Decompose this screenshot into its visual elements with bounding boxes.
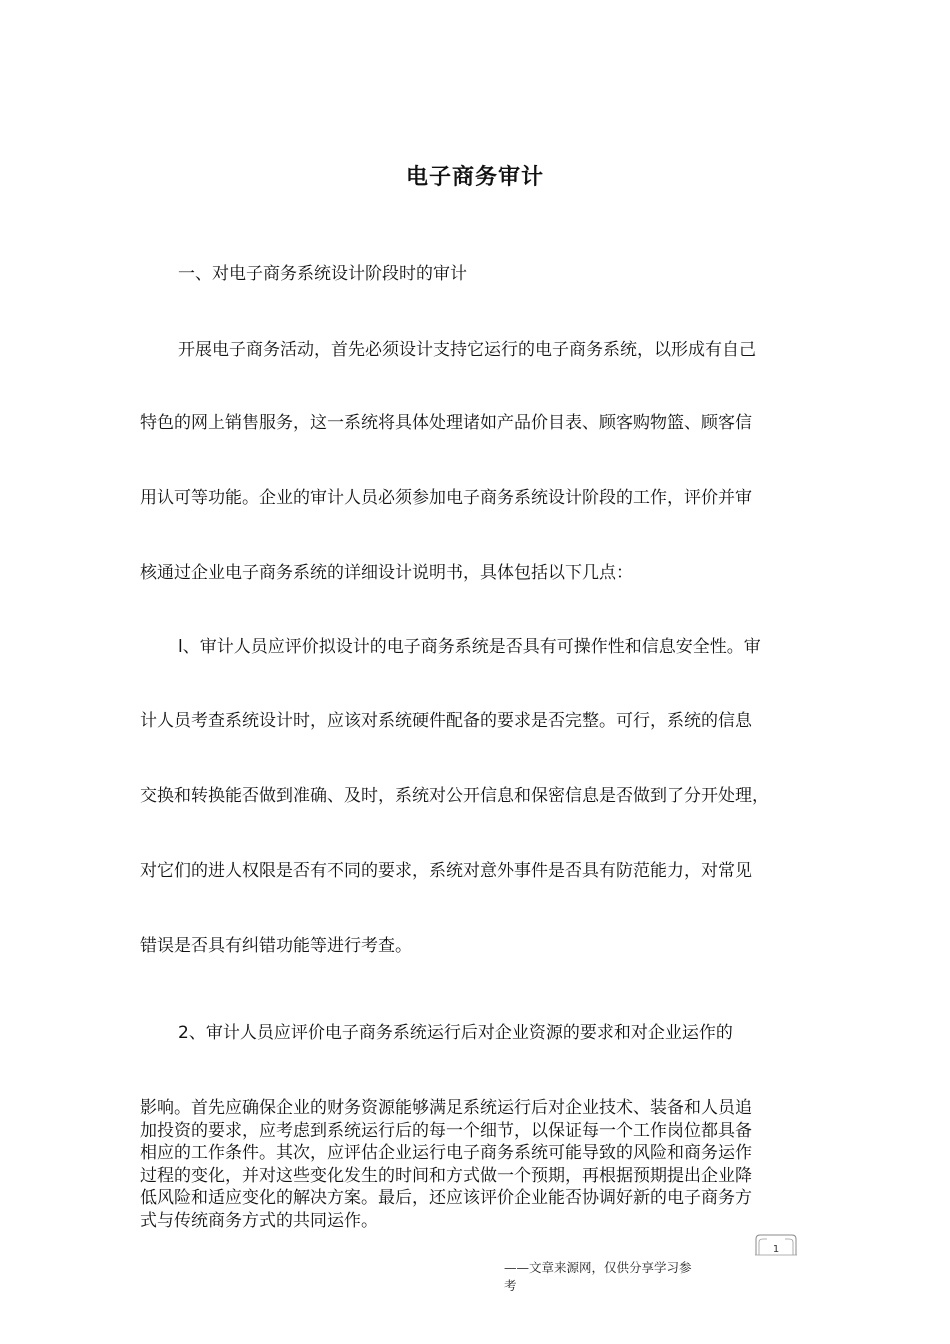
paragraph-line: 相应的工作条件。其次，应评估企业运行电子商务系统可能导致的风险和商务运作 <box>140 1143 752 1163</box>
paragraph-line: 核通过企业电子商务系统的详细设计说明书，具体包括以下几点： <box>140 563 633 583</box>
document-title: 电子商务审计 <box>405 165 544 190</box>
paragraph-line: 2、审计人员应评价电子商务系统运行后对企业资源的要求和对企业运作的 <box>178 1023 733 1043</box>
footer-note <box>504 1259 724 1295</box>
paragraph-line: l、审计人员应评价拟设计的电子商务系统是否具有可操作性和信息安全性。审 <box>178 637 761 657</box>
page-number: 1 <box>772 1244 780 1255</box>
section-heading: 一、对电子商务系统设计阶段时的审计 <box>178 264 467 284</box>
paragraph-line: 影响。首先应确保企业的财务资源能够满足系统运行后对企业技术、装备和人员追 <box>140 1098 752 1118</box>
dense-paragraph <box>140 1097 800 1232</box>
paragraph-line: 错误是否具有纠错功能等进行考查。 <box>140 936 412 956</box>
paragraph-line: 计人员考查系统设计时，应该对系统硬件配备的要求是否完整。可行，系统的信息 <box>140 711 752 731</box>
paragraph-line: 式与传统商务方式的共同运作。 <box>140 1210 378 1231</box>
page-number-badge <box>755 1234 797 1256</box>
footer-line: ——文章来源网，仅供分享学习参 <box>504 1260 692 1275</box>
paragraph-line: 过程的变化，并对这些变化发生的时间和方式做一个预期，再根据预期提出企业降 <box>140 1165 752 1186</box>
paragraph-line: 开展电子商务活动，首先必须设计支持它运行的电子商务系统，以形成有自己 <box>178 340 756 360</box>
paragraph-line: 用认可等功能。企业的审计人员必须参加电子商务系统设计阶段的工作，评价并审 <box>140 488 752 508</box>
paragraph-line: 特色的网上销售服务，这一系统将具体处理诸如产品价目表、顾客购物篮、顾客信 <box>140 413 752 433</box>
paragraph-line: 交换和转换能否做到准确、及时，系统对公开信息和保密信息是否做到了分开处理， <box>140 786 769 806</box>
footer-line: 考 <box>504 1278 517 1293</box>
paragraph-line: 低风险和适应变化的解决方案。最后，还应该评价企业能否协调好新的电子商务方 <box>140 1188 752 1208</box>
paragraph-line: 对它们的进人权限是否有不同的要求，系统对意外事件是否具有防范能力，对常见 <box>140 861 752 881</box>
paragraph-line: 加投资的要求，应考虑到系统运行后的每一个细节，以保证每一个工作岗位都具备 <box>140 1120 752 1141</box>
